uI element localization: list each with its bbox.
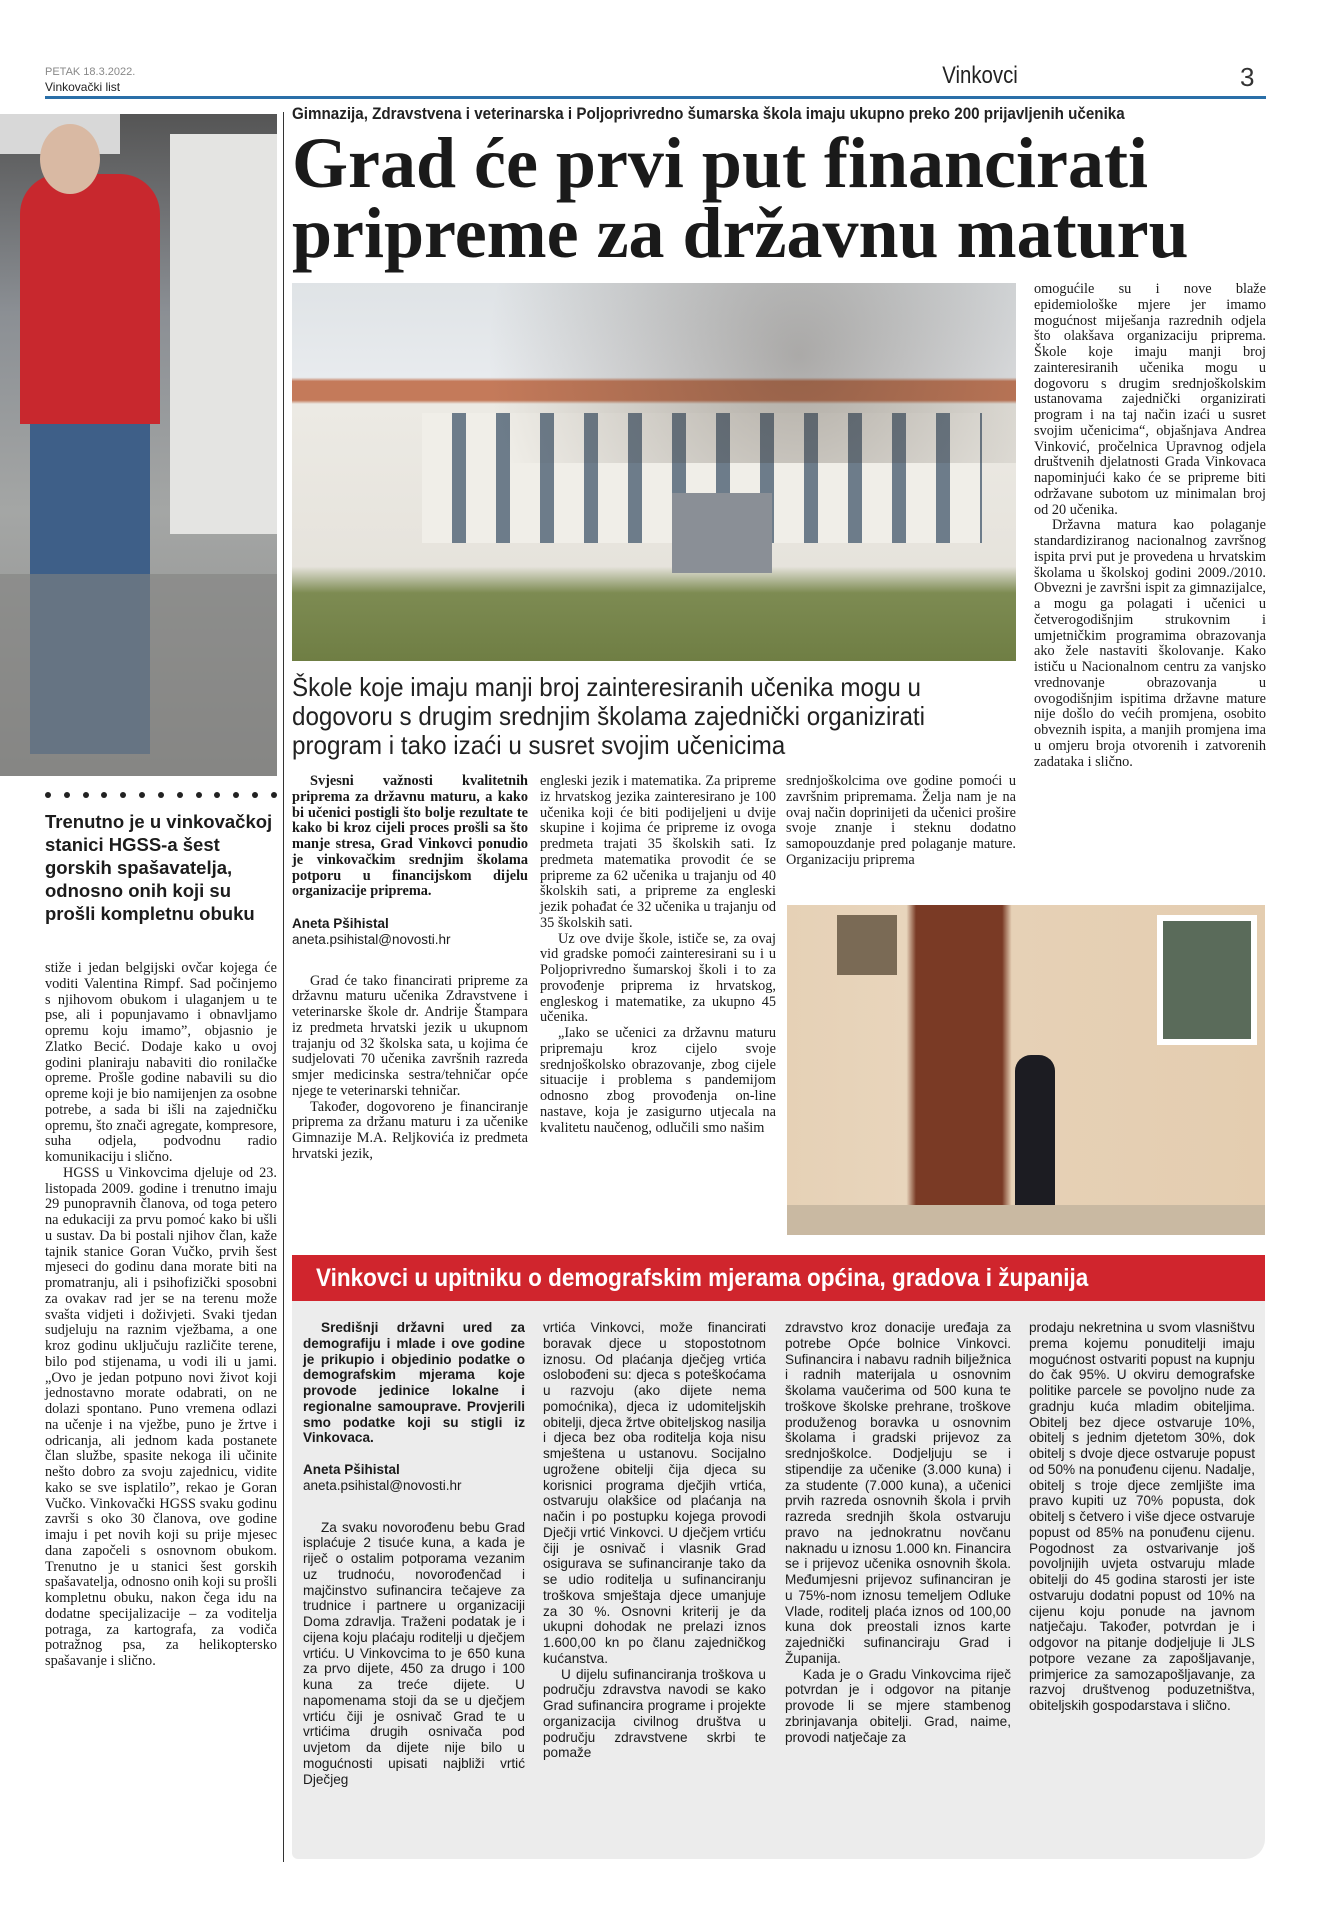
box-column-2 xyxy=(543,1320,766,1761)
paragraph: engleski jezik i matematika. Za pripreme iz hrvatskog jezika zainteresirano je 100 učenika koji će biti podijeljeni u dvije skupine i kojima će pripreme iz ovoga predmeta trajati 35 školskih sati. Iz predmeta matematika provodit će se pripreme za 62 učenika u trajanju od 40 školskih sati, a pripreme za engleski jezik pohađat će 32 učenika u trajanju od 35 školskih sati. xyxy=(540,773,776,931)
separator-dots xyxy=(45,792,277,798)
paragraph: Grad će tako financirati pripreme za državnu maturu učenika Zdravstvene i veterinarske škole dr. Andrije Štampara iz predmeta hrvatski jezik u ukupnom trajanju od 32 školska sata, u kojima će sudjelovati 70 učenika završnih razreda smjer medicinska sestra/tehničar opće njege te veterinarski tehničar. xyxy=(292,972,528,1099)
paragraph: Za svaku novorođenu bebu Grad isplaćuje 2 tisuće kuna, a kada je riječ o ostalim potporama vezanim uz trudnoću, novorođenčad i majčinstvo sufinancira tečajeve za trudnice i partnere u organizaciji Doma zdravlja. Traženi podatak je i cijena koju plaćaju roditelji u dječjem vrtiću. U Vinkovcima to je 650 kuna za prvo dijete, 450 za drugo i 100 kuna za treće dijete. U napomenama stoji da se u dječjem vrtiću čiji je osnivač Grad te u vrtićima drugih osnivača pod uvjetom da dijete nije bilo u mogućnosti upisati najbliži vrtić Dječjeg xyxy=(303,1519,525,1787)
paragraph: U dijelu sufinanciranja troškova u području zdravstva navodi se kako Grad sufinancira programe i projekte organizacija civilnog društva u području zdravstvene skrbi te pomaže xyxy=(543,1666,766,1761)
box-column-1 xyxy=(303,1320,525,1787)
official-at-door-photo xyxy=(787,905,1265,1235)
paragraph: prodaju nekretnina u svom vlasništvu prema kojemu ponuditelji imaju mogućnost ostvariti popust na kupnju do čak 95%. U okviru demografske politike parcele se povoljno nude za gradnju kuća mladim obiteljima. Obitelj bez djece ostvaruje 10%, obitelj s jednim djetetom 30%, dok obitelj s dvoje djece ostvaruje popust od 50% na ponuđenu cijenu. Nadalje, obitelj s troje djece zemljište ima pravo kupiti uz 70% popusta, dok obitelj s četvero i više djece ostvaruje popust od 85% na ponuđenu cijenu. Pogodnost za ostvarivanje još povoljnijih uvjeta ostvaruju mlade obitelji do 45 godina starosti jer iste ostvaruju dodatni popust od 10% na cijenu koju ponude na javnom natječaju. Također, potvrdan je i odgovor na pitanje dodjeljuje li JLS potpore vezane za zapošljavanje, primjerice za samozapošljavanje, za razvoj društvenog poduzetništva, obiteljskih gospodarstava i slično. xyxy=(1029,1320,1255,1713)
sidebar-text xyxy=(45,961,277,1670)
paragraph: omogućile su i nove blaže epidemiološke mjere jer imamo mogućnost miješanja razrednih odjela što olakšava organizaciju priprema. Škole koje imaju manji broj zainteresiranih učenika mogu u dogovoru s drugim srednjoškolskim ustanovama zajednički organizirati program i na taj način izaći u susret svojim učenicima“, objašnjava Andrea Vinković, pročelnica Upravnog odjela društvenih djelatnosti Grada Vinkovaca napominjući kako će se pripreme biti održavane subotom uz minimalan broj od 20 učenika. xyxy=(1034,281,1266,518)
column-divider xyxy=(283,112,284,1862)
sidebar-pullquote: Trenutno je u vinkovačkoj stanici HGSS-a šest gorskih spašavatelja, odnosno onih koji su prošli kompletnu obuku xyxy=(45,811,273,924)
box-column-4 xyxy=(1029,1320,1255,1714)
paragraph: Kada je o Gradu Vinkovcima riječ potvrdan je i odgovor na pitanje provode li se mjere stambenog zbrinjavanja obitelji. Grad, naime, provodi natječaje za xyxy=(785,1666,1011,1745)
article-column-2 xyxy=(540,774,776,1136)
box-banner xyxy=(292,1255,1265,1301)
article-subtitle: Škole koje imaju manji broj zainteresiranih učenika mogu u dogovoru s drugim srednjim školama zajednički organizirati program i tako izaći u susret svojim učenicima xyxy=(292,672,925,760)
paragraph: „Iako se učenici za državnu maturu pripremaju kroz cijelo svoje srednjoškolsko obrazovanje, zbog cijele situacije i problema s pandemijom odnosno zbog provođenja on-line nastave, koja je zasigurno utjecala na kvalitetu naučenog, odlučili smo našim xyxy=(540,1025,776,1136)
rescuer-photo xyxy=(0,114,277,776)
section-title: Vinkovci xyxy=(942,62,1018,89)
box-lead: Središnji državni ured za demografiju i mlade i ove godine je prikupio i objedinio podatke o demografskim mjerama koje provode jedinice lokalne i regionalne samouprave. Provjerili smo podatke koji su stigli iz Vinkovaca. xyxy=(303,1320,525,1446)
paragraph: Uz ove dvije škole, ističe se, za ovaj vid gradske pomoći zainteresirani su i u Poljoprivredno šumarskoj školi i to za provođenje priprema iz hrvatskog, engleskog i matematike, za ukupno 45 učenika. xyxy=(540,930,776,1026)
box-title: Vinkovci u upitniku o demografskim mjerama općina, gradova i županija xyxy=(316,1264,1089,1292)
author-email[interactable]: aneta.psihistal@novosti.hr xyxy=(292,931,451,947)
author-email[interactable]: aneta.psihistal@novosti.hr xyxy=(303,1477,462,1493)
issue-date: PETAK 18.3.2022. xyxy=(45,66,136,78)
paragraph: Državna matura kao polaganje standardiziranog nacionalnog završnog ispita prvi put je provedena u hrvatskim školama u školskoj godini 2009./2010. Obvezni je završni ispit za gimnazijalce, a mogu ga polagati i učenici u četverogodišnjim strukovnim i umjetničkim programima obrazovanja ako žele nastaviti školovanje. Kako ističu u Nacionalnom centru za vanjsko vrednovanje obrazovanja u ovogodišnjim ispitima državne mature nije došlo do većih promjena, osobito obveznih ispita, a manjih promjena ima u omjeru broja otvorenih i zatvorenih zadataka i slično. xyxy=(1034,517,1266,770)
school-building-photo xyxy=(292,283,1016,661)
article-column-1 xyxy=(292,774,528,1163)
author-name: Aneta Pšihistal xyxy=(292,916,389,931)
article-title: Grad će prvi put financirati pripreme za državnu maturu xyxy=(292,123,1189,273)
article-lead: Svjesni važnosti kvalitetnih priprema za državnu maturu, a kako bi učenici postigli što bolje rezultate te kako bi kroz cijeli proces prošli sa što manje stresa, Grad Vinkovci ponudio je vinkovačkim srednjim školama potporu u financijskom dijelu organizacije priprema. xyxy=(292,773,528,900)
paragraph: HGSS u Vinkovcima djeluje od 23. listopada 2009. godine i trenutno imaju 29 punopravnih članova, od toga petero na edukaciji za prvu pomoć kako bi ušli u sustav. Da bi postali njihov član, kaže tajnik stanice Goran Vučko, prvih šest mjeseci do godinu dana morate biti na promatranju, ali i psihofizički sposobni za ovakav rad jer se na terenu može svašta vidjeti i doživjeti. Svaki tjedan sudjeluju na raznim vježbama, a one kroz godinu uključuju različite terene, bilo pod stijenama, u vodi ili u jami. „Ovo je jedan potpuno novi život koji jednostavno morate odabrati, on ne dolazi spontano. Puno vremena odlazi na učenje i na vježbe, puno je žrtve i odricanja, ali jednom kada postanete član službe, spasite nekoga ili učinite nešto dobro za svoju zajednicu, vidite kako se sve isplatilo”, rekao je Goran Vučko. Vinkovački HGSS svaku godinu završi s oko 30 članova, ove godine imaju i pet novih koji su prije mjesec dana započeli s osnovnom obukom. Trenutno je u stanici šest gorskih spašavatelja, odnosno onih koji su prošli kompletnu obuku, nakon čega idu na dodatne specijalizacije – za voditelja potraga, za kartografa, za vodiča potražnog psa, za helikoptersko spašavanje i slično. xyxy=(45,1164,277,1669)
paragraph: vrtića Vinkovci, može financirati boravak djece u stopostotnom iznosu. Od plaćanja dječjeg vrtića oslobođeni su: djeca s poteškoćama u razvoju (ako dijete nema pomoćnika), djeca iz udomiteljskih obitelji, djeca žrtve obiteljskog nasilja i djeca bez oba roditelja koja nisu smještena u ustanovu. Socijalno ugrožene obitelji čija djeca su korisnici programa dječjih vrtića, ostvaruju olakšice od plaćanja na način i po postupku kojega provodi Dječji vrtić Vinkovci. U dječjem vrtiću čiji je osnivač i vlasnik Grad osigurava se sufinanciranje tako da se udio roditelja u sufinanciranju troškova smještaja djece umanjuje za 30 %. Osnovni kriterij je da ukupni dohodak ne prelazi iznos 1.600,00 kn po članu zajedničkog kućanstva. xyxy=(543,1320,766,1666)
box-column-3 xyxy=(785,1320,1011,1745)
header-rule xyxy=(45,96,1266,99)
page-number: 3 xyxy=(1240,62,1255,92)
article-column-3 xyxy=(786,774,1016,869)
author-name: Aneta Pšihistal xyxy=(303,1462,400,1477)
newspaper-name: Vinkovački list xyxy=(45,80,121,94)
article-column-4 xyxy=(1034,282,1266,770)
paragraph: zdravstvo kroz donacije uređaja za potrebe Opće bolnice Vinkovci. Sufinancira i nabavu radnih bilježnica i radnih materijala u osnovnim školama vaučerima od 500 kuna te troškove školske prehrane, troškove produženog boravka u osnovnim školama i gradski prijevoz za srednjoškolce. Dodjeljuju se i stipendije za učenike (3.000 kuna) i za studente (7.000 kuna), a učenici prvih razreda osnovnih škola i prvih razreda srednjih škola ostvaruju pravo na jednokratnu novčanu naknadu u iznosu 1.000 kn. Financira se i prijevoz učenika osnovnih škola. Međumjesni prijevoz sufinanciran je u 75%-nom iznosu temeljem Odluke Vlade, roditelj plaća iznos od 100,00 kuna dok preostali iznos karte zajednički sufinanciraju Grad i Županija. xyxy=(785,1320,1011,1666)
paragraph: stiže i jedan belgijski ovčar kojega će voditi Valentina Rimpf. Sad počinjemo s njihovom obukom i ulaganjem u te pse, ali i popunjavamo i obnavljamo opremu koju imamo”, objasnio je Zlatko Becić. Dodaje kako u ovoj godini planiraju nabaviti dio ronilačke opreme. Prošle godine nabavili su dio opreme koji je bio namijenjen za osobne potrebe, a sada bi išli na zajedničku opremu, što znači agregate, kompresore, suha odjela, podvodnu radio komunikaciju i slično. xyxy=(45,960,277,1165)
paragraph: srednjoškolcima ove godine pomoći u završnim pripremama. Želja nam je na ovaj način doprinijeti da učenici prošire svoje znanje i steknu dodatno samopouzdanje pred polaganje mature. Organizaciju priprema xyxy=(786,773,1016,868)
article-kicker: Gimnazija, Zdravstvena i veterinarska i Poljoprivredno šumarska škola imaju ukupno preko 200 prijavljenih učenika xyxy=(292,105,1125,123)
paragraph: Također, dogovoreno je financiranje priprema za držanu maturu i za učenike Gimnazije M.A. Reljkovića iz predmeta hrvatski jezik, xyxy=(292,1098,528,1162)
